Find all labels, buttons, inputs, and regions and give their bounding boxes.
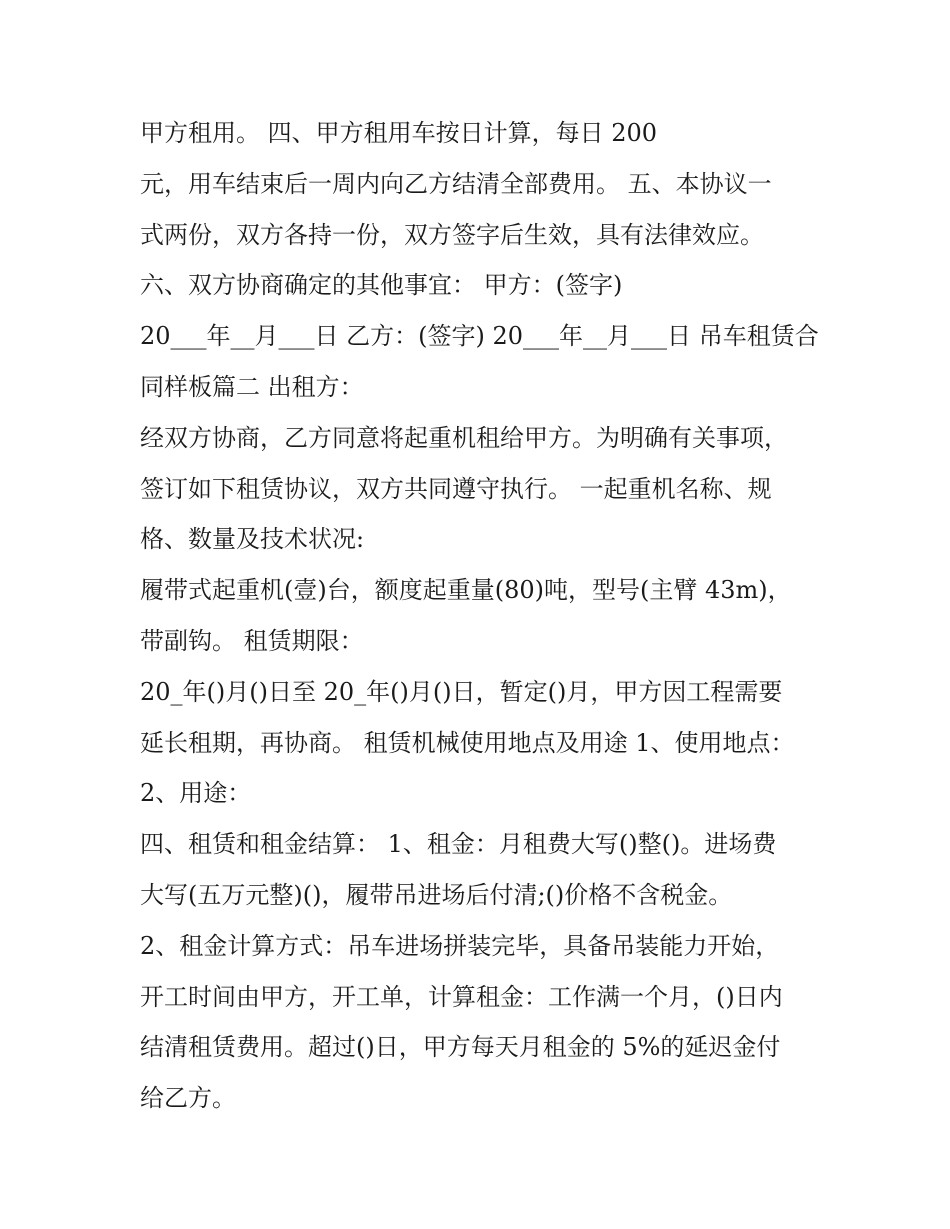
text-line: 带副钩。 租赁期限： [140, 626, 364, 655]
text-line: 给乙方。 [140, 1084, 236, 1113]
text-line: 2、租金计算方式：吊车进场拼装完毕，具备吊装能力开始， [140, 931, 780, 960]
text-line: 签订如下租赁协议，双方共同遵守执行。 一起重机名称、规 [140, 474, 772, 503]
text-line: 20___年__月___日 乙方：(签字) 20___年__月___日 吊车租赁合 [140, 322, 819, 351]
text-line: 六、双方协商确定的其他事宜： 甲方：(签字) [140, 271, 623, 300]
text-line: 四、租赁和租金结算： 1、租金：月租费大写()整()。进场费 [140, 830, 777, 859]
text-line: 20_年()月()日至 20_年()月()日，暂定()月，甲方因工程需要 [140, 677, 783, 706]
text-line: 开工时间由甲方，开工单，计算租金：工作满一个月，()日内 [140, 982, 783, 1011]
text-line: 式两份，双方各持一份，双方签字后生效，具有法律效应。 [140, 220, 764, 249]
text-line: 履带式起重机(壹)台，额度起重量(80)吨，型号(主臂 43m)， [140, 576, 792, 605]
text-line: 结清租赁费用。超过()日，甲方每天月租金的 5%的延迟金付 [140, 1033, 781, 1062]
text-line: 格、数量及技术状况: [140, 525, 365, 554]
text-line: 2、用途： [140, 779, 252, 808]
text-line: 延长租期，再协商。 租赁机械使用地点及用途 1、使用地点： [140, 728, 795, 757]
text-line: 甲方租用。 四、甲方租用车按日计算，每日 200 [140, 119, 658, 147]
text-line: 经双方协商，乙方同意将起重机租给甲方。为明确有关事项， [140, 423, 788, 452]
text-line: 大写(五万元整)()，履带吊进场后付清;()价格不含税金。 [140, 880, 733, 909]
text-line: 元，用车结束后一周内向乙方结清全部费用。 五、本协议一 [140, 169, 772, 198]
text-line: 同样板篇二 出租方： [140, 372, 364, 401]
document-body [140, 108, 830, 1124]
